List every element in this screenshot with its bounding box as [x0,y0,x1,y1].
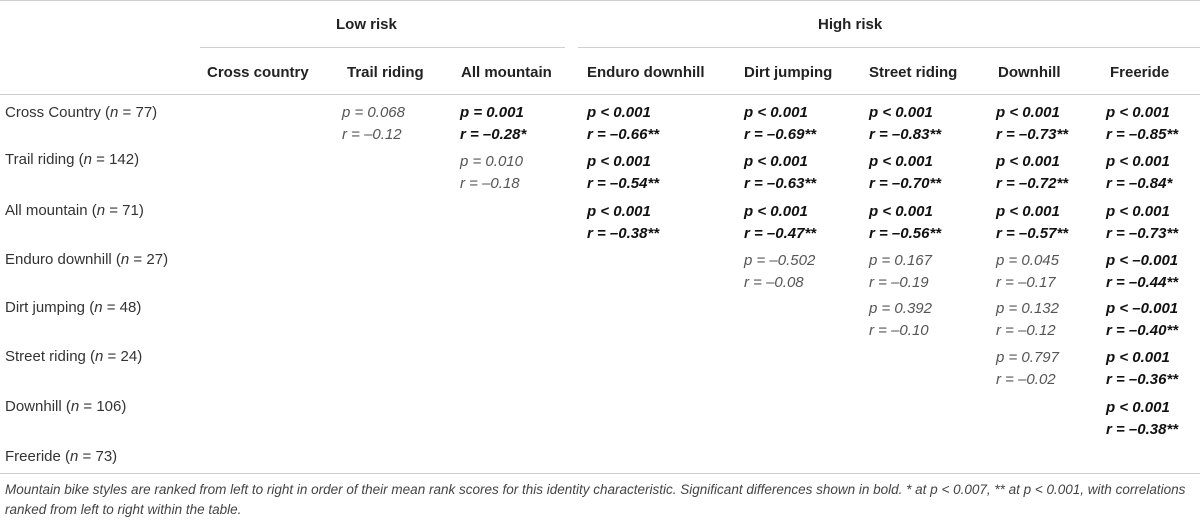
stat-cell: p = 0.392 r = –0.10 [869,300,932,339]
column-header-downhill: Downhill [998,64,1061,81]
stat-cell: p < 0.001 r = –0.36** [1106,349,1179,388]
row-label: Downhill (n = 106) [5,398,127,415]
row-label: Trail riding (n = 142) [5,151,140,168]
stat-cell: p < 0.001 r = –0.85** [1106,104,1179,143]
stat-cell: p < 0.001 r = –0.38** [1106,399,1179,438]
stat-cell: p < –0.001 r = –0.40** [1106,300,1179,339]
row-label: Cross Country (n = 77) [5,104,158,121]
column-header-cross-country: Cross country [207,64,309,81]
stat-cell: p = 0.010 r = –0.18 [460,153,523,192]
high-risk-underline [578,47,1200,48]
stat-cell: p < 0.001 r = –0.69** [744,104,817,143]
row-label: Freeride (n = 73) [5,448,118,465]
column-header-dirt-jumping: Dirt jumping [744,64,833,81]
stat-cell: p < 0.001 r = –0.57** [996,203,1069,242]
row-label: All mountain (n = 71) [5,202,144,219]
low-risk-underline [200,47,565,48]
column-header-enduro-downhill: Enduro downhill [587,64,705,81]
row-label: Street riding (n = 24) [5,348,143,365]
stat-cell: p = 0.167 r = –0.19 [869,252,932,291]
stat-cell: p = 0.068 r = –0.12 [342,104,405,143]
group-header-high-risk: High risk [818,16,883,33]
stat-cell: p = –0.502 r = –0.08 [744,252,816,291]
stat-cell: p < 0.001 r = –0.56** [869,203,942,242]
stat-cell: p < 0.001 r = –0.72** [996,153,1069,192]
group-header-low-risk: Low risk [336,16,397,33]
stat-cell: p < 0.001 r = –0.66** [587,104,660,143]
column-header-street-riding: Street riding [869,64,958,81]
stat-cell: p < 0.001 r = –0.73** [996,104,1069,143]
column-header-trail-riding: Trail riding [347,64,424,81]
stat-cell: p < 0.001 r = –0.47** [744,203,817,242]
stat-cell: p < 0.001 r = –0.54** [587,153,660,192]
header-bottom-rule [0,94,1200,95]
stat-cell: p < 0.001 r = –0.38** [587,203,660,242]
top-rule [0,0,1200,1]
column-header-all-mountain: All mountain [461,64,552,81]
table-bottom-rule [0,473,1200,474]
stat-cell: p < 0.001 r = –0.73** [1106,203,1179,242]
stat-cell: p = 0.045 r = –0.17 [996,252,1059,291]
column-header-freeride: Freeride [1110,64,1170,81]
stat-cell: p < 0.001 r = –0.84* [1106,153,1173,192]
stat-cell: p < –0.001 r = –0.44** [1106,252,1179,291]
row-label: Dirt jumping (n = 48) [5,299,142,316]
row-label: Enduro downhill (n = 27) [5,251,169,268]
stat-cell: p = 0.132 r = –0.12 [996,300,1059,339]
stat-cell: p = 0.001 r = –0.28* [460,104,527,143]
stat-cell: p < 0.001 r = –0.70** [869,153,942,192]
table-footnote: Mountain bike styles are ranked from left to right in order of their mean rank scores for this identity characteristic. Significant differences shown in bold. * at p < 0.007, ** at p < 0.001, with correlations ranked from left to right within the table. [5,482,1186,517]
stat-cell: p < 0.001 r = –0.83** [869,104,942,143]
stat-cell: p = 0.797 r = –0.02 [996,349,1059,388]
stat-cell: p < 0.001 r = –0.63** [744,153,817,192]
